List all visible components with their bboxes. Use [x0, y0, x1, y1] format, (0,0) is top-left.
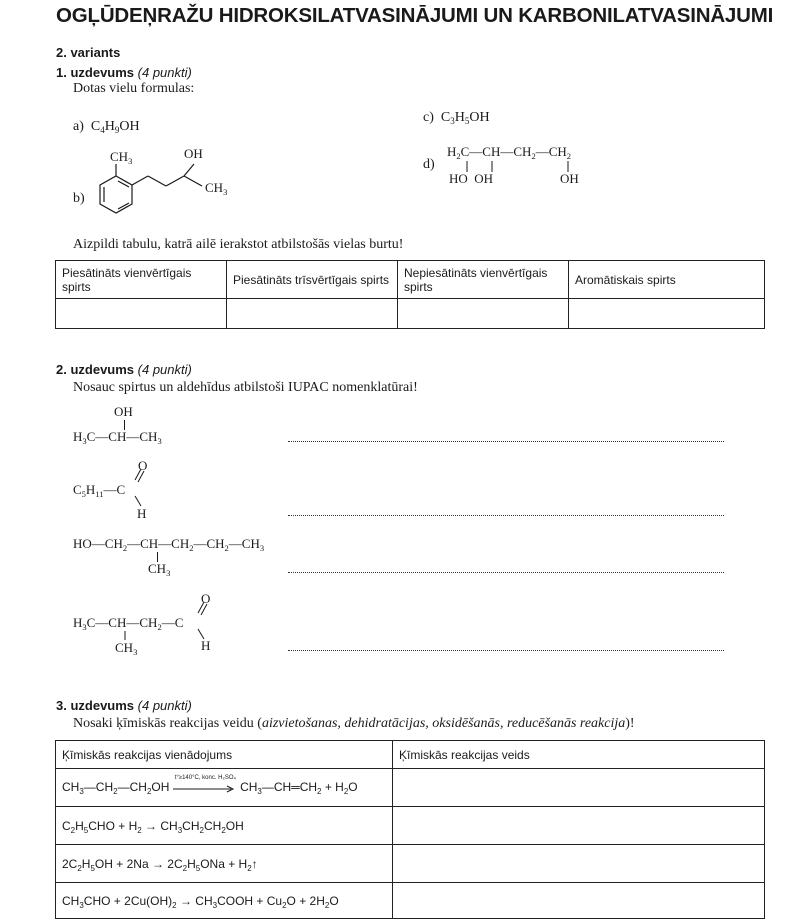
reaction-type-2[interactable] [393, 807, 765, 845]
answer-cell-2[interactable] [227, 299, 398, 329]
task1-intro: Dotas vielu formulas: [73, 81, 195, 96]
col-unsaturated-monohydric: Nepiesātināts vienvērtīgais spirts [398, 261, 569, 299]
task1-instruction: Aizpildi tabulu, katrā ailē ierakstot atbilstošās vielas burtu! [73, 237, 404, 252]
task1-points: (4 punkti) [137, 65, 192, 80]
reaction-row-3 [56, 845, 765, 883]
task2-title: 2. uzdevums [56, 362, 135, 377]
reaction-type-1[interactable] [393, 769, 765, 807]
answer-cell-4[interactable] [569, 299, 765, 329]
formula-d-main: $H_2C—CH—CH_2—CH_2$ [447, 144, 571, 161]
task1-table-header [56, 261, 765, 299]
task1-title: 1. uzdevums [56, 65, 135, 80]
col-equation: Ķīmiskās reakcijas vienādojums [56, 741, 393, 769]
variant-label: 2. variants [56, 45, 121, 60]
reaction-equation-2: $C_2H_5CHO + H_2 \to CH_3CH_2CH_2OH$ [56, 807, 393, 845]
formula-b-ch3-top: $CH_3$ [110, 149, 133, 166]
formula-b-label: b) [73, 191, 85, 206]
s2-structure [73, 458, 163, 524]
svg-text:C5H11—C: $C_5H_{11}—C$ [73, 482, 126, 499]
s3-ch3: $CH_3$ [148, 561, 171, 578]
formula-b-oh: OH [184, 146, 203, 161]
s1-oh: OH [114, 404, 133, 419]
reaction-equation-3: $2C_2H_5OH + 2Na \to 2C_2H_5ONa$ + $H_2↑$ [56, 845, 393, 883]
task1-heading [56, 65, 192, 80]
formula-d-oh: OH [560, 171, 579, 186]
answer-cell-1[interactable] [56, 299, 227, 329]
s4-structure [73, 590, 223, 660]
answer-cell-3[interactable] [398, 299, 569, 329]
svg-text:CH3: $CH_3$ [115, 640, 138, 657]
task1-answer-row [56, 299, 765, 329]
task2-intro: Nosauc spirtus un aldehīdus atbilstoši IUPAC nomenklatūrai! [73, 380, 418, 395]
col-aromatic: Aromātiskais spirts [569, 261, 765, 299]
svg-text:H3C—CH—CH2—C: $H_3C—CH—CH_2—C$ [73, 615, 184, 632]
formula-c-label: c) [423, 110, 434, 125]
formula-a: a) $C_4H_9OH$ [73, 119, 140, 135]
formula-a-label: a) [73, 119, 84, 134]
task1-table [55, 260, 765, 329]
task3-table-header [56, 741, 765, 769]
svg-text:H: H [137, 506, 147, 521]
formula-b-ch3-right: $CH_3$ [205, 180, 228, 197]
formula-d-subs: HO OH [449, 171, 494, 186]
reaction-type-4[interactable] [393, 883, 765, 919]
reaction-row-2 [56, 807, 765, 845]
task3-table [55, 740, 765, 919]
svg-text:O: O [138, 458, 148, 473]
page-title: OGĻŪDEŅRAŽU HIDROKSILATVASINĀJUMI UN KARBONILATVASINĀJUMI [56, 4, 774, 27]
answer-line-4[interactable] [288, 650, 724, 651]
answer-line-1[interactable] [288, 441, 724, 442]
arrow-condition: t°≥140°C, konc. H₂SO₄ [174, 774, 236, 781]
answer-line-3[interactable] [288, 572, 724, 573]
s3-main: $HO—CH_2—CH—CH_2—CH_2—CH_3$ [73, 536, 265, 553]
formula-c: c) $C_3H_5OH$ [423, 110, 490, 126]
reaction-row-1 [56, 769, 765, 807]
task2-points: (4 punkti) [137, 362, 192, 377]
task3-heading [56, 698, 192, 713]
svg-text:H: H [201, 638, 211, 653]
task3-title: 3. uzdevums [56, 698, 135, 713]
s1-main: $H_3C—CH—CH_3$ [73, 429, 162, 446]
answer-line-2[interactable] [288, 515, 724, 516]
svg-text:O: O [201, 591, 211, 606]
task2-heading [56, 362, 192, 377]
formula-b-structure [88, 140, 248, 220]
reaction-equation-1: $CH_3—CH_2—CH_2OH$ t°≥140°C, konc. H₂SO₄ $CH_3—CH═CH_2 + H_2O$ [56, 769, 393, 807]
col-reaction-type: Ķīmiskās reakcijas veids [393, 741, 765, 769]
reaction-equation-4: $CH_3CHO + 2Cu(OH)_2$ → $CH_3COOH + Cu_2O + 2H_2O$ [56, 883, 393, 919]
col-saturated-monohydric: Piesātināts vienvērtīgais spirts [56, 261, 227, 299]
reaction-row-4 [56, 883, 765, 919]
reaction-type-3[interactable] [393, 845, 765, 883]
task3-points: (4 punkti) [137, 698, 192, 713]
task3-intro: Nosaki ķīmiskās reakcijas veidu (aizvietošanas, dehidratācijas, oksidēšanās, reducēšanās reakcija)! [73, 716, 635, 731]
formula-d-label: d) [423, 157, 435, 172]
col-saturated-trihydric: Piesātināts trīsvērtīgais spirts [227, 261, 398, 299]
